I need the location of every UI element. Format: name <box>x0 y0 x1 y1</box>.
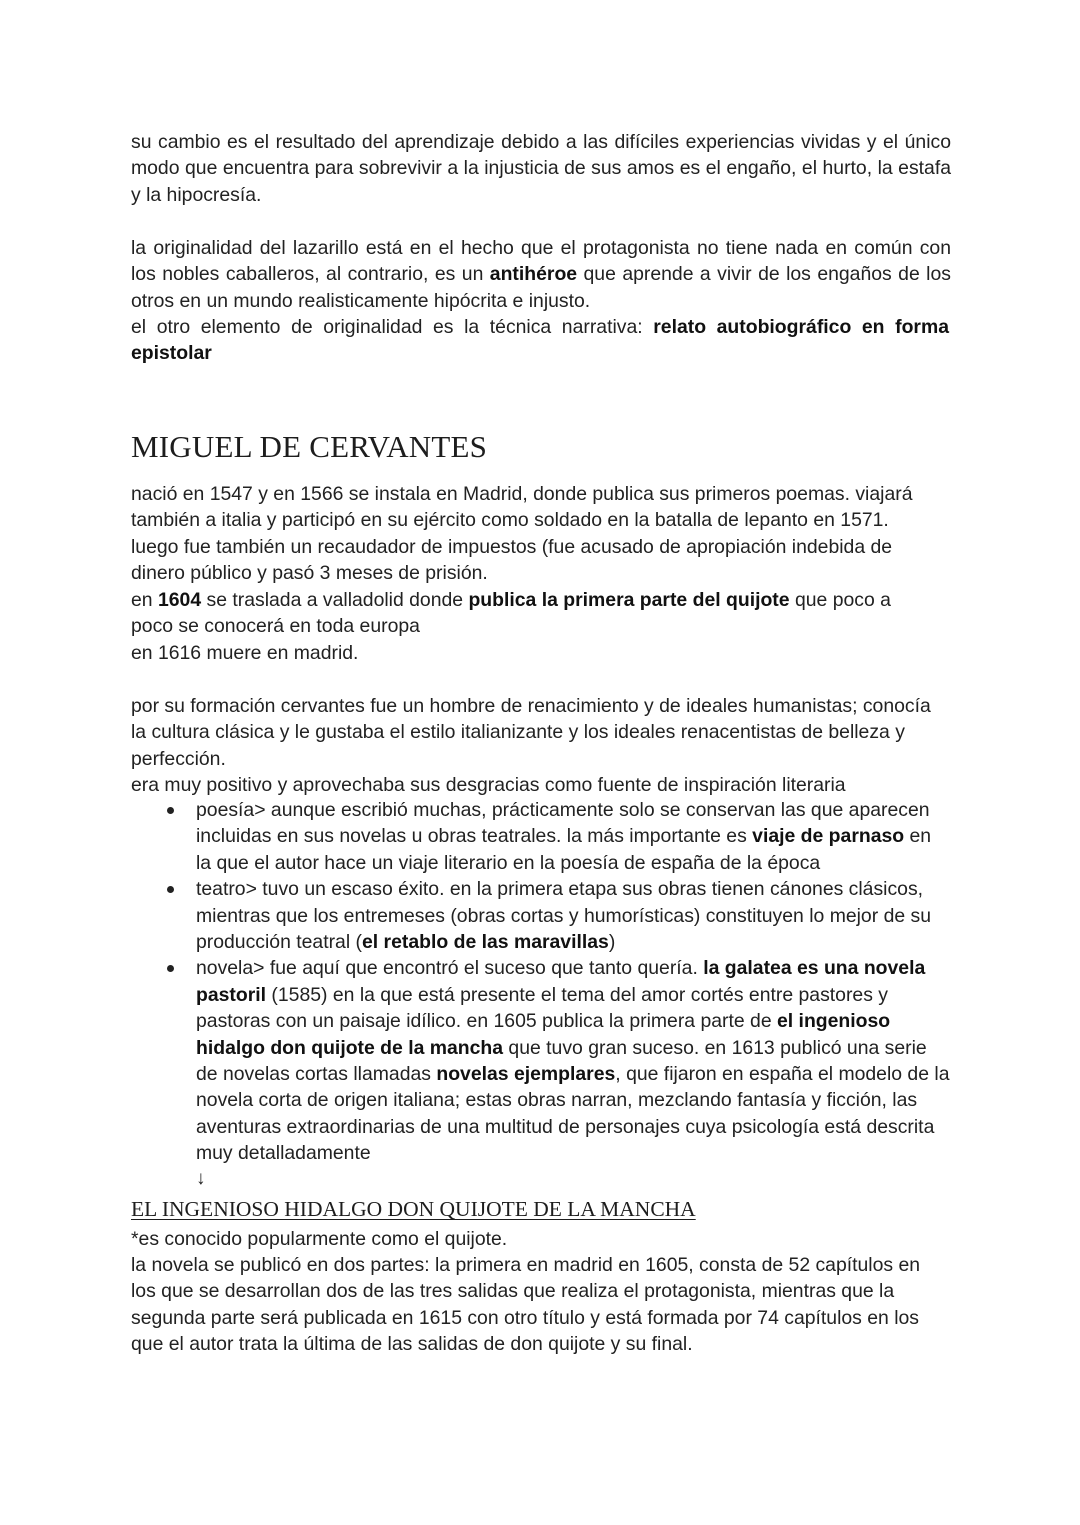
list-item-poesia <box>131 797 951 876</box>
bullet-icon <box>167 807 174 814</box>
formation-text: por su formación cervantes fue un hombre de renacimiento y de ideales humanistas; conocía la cultura clásica y le gustaba el estilo italianizante y los ideales renacentistas de belleza y perfección. <box>131 695 931 770</box>
galatea-bold: la galatea es una novela pastoril <box>196 957 926 1006</box>
bio-paragraph-2 <box>131 534 931 587</box>
bio-paragraph-1 <box>131 481 931 534</box>
quijote-body-text: la novela se publicó en dos partes: la primera en madrid en 1605, consta de 52 capítulos en los que se desarrollan dos de las tres salidas que realiza el protagonista, mientras que la segunda parte será publicada en 1615 con otro título y está formada por 74 capítulos en los que el autor trata la última de las salidas de don quijote y su final. <box>131 1254 921 1356</box>
novela-text-3: que tuvo gran suceso. en 1613 publicó una serie de novelas cortas llamadas <box>196 1036 927 1086</box>
viaje-de-parnaso-bold: viaje de parnaso <box>752 825 905 848</box>
narrative-technique-bold: relato autobiográfico en forma epistolar <box>131 316 949 365</box>
intro-paragraph-2 <box>131 235 951 314</box>
retablo-bold: el retablo de las maravillas <box>362 931 609 954</box>
bio-text-3c: se traslada a valladolid donde <box>201 589 469 611</box>
down-arrow-icon: ↓ <box>196 1168 206 1189</box>
intro-text-3a: el otro elemento de originalidad es la técnica narrativa: <box>131 316 654 338</box>
novela-text-2: (1585) en la que está presente el tema del amor cortés entre pastores y pastoras con un paisaje idílico. en 1605 publica la primera parte de <box>196 983 888 1033</box>
poesia-text-1: poesía> aunque escribió muchas, prácticamente solo se conservan las que aparecen incluidas en sus novelas u obras teatrales. la más importante es <box>196 799 930 848</box>
year-1604-bold: 1604 <box>157 589 202 611</box>
positivity-paragraph <box>131 772 951 798</box>
bullet-icon <box>167 965 174 972</box>
bio-text-2: luego fue también un recaudador de impuestos (fue acusado de apropiación indebida de dinero público y pasó 3 meses de prisión. <box>131 536 893 585</box>
antiheroe-bold: antihéroe <box>489 263 578 286</box>
bio-text-1: nació en 1547 y en 1566 se instala en Madrid, donde publica sus primeros poemas. viajará también a italia y participó en su ejército como soldado en la batalla de lepanto en 1571. <box>131 483 913 532</box>
quijote-paragraph <box>131 1252 946 1358</box>
section-title-cervantes: MIGUEL DE CERVANTES <box>131 429 488 464</box>
quijote-publication-bold: publica la primera parte del quijote <box>468 589 790 611</box>
novelas-ejemplares-bold: novelas ejemplares <box>436 1063 616 1086</box>
quijote-title-bold: el ingenioso hidalgo don quijote de la mancha <box>196 1010 891 1059</box>
positivity-text: era muy positivo y aprovechaba sus desgracias como fuente de inspiración literaria <box>131 774 846 796</box>
quijote-note-text: *es conocido popularmente como el quijote. <box>131 1228 508 1250</box>
formation-paragraph <box>131 693 931 772</box>
novela-text-4: , que fijaron en españa el modelo de la novela corta de origen italiana; estas obras narran, mezclando fantasía y ficción, las aventuras extraordinarias de una multitud de personajes cuya psicología está descrita muy detalladamente <box>196 1063 950 1165</box>
bio-text-3e: que poco a poco se conocerá en toda europa <box>131 589 891 638</box>
bio-paragraph-3 <box>131 587 931 640</box>
list-item-teatro <box>131 876 951 955</box>
intro-text-2a: la originalidad del lazarillo está en el hecho que el protagonista no tiene nada en común con los nobles caballeros, al contrario, es un <box>131 237 951 286</box>
works-list <box>131 797 951 1167</box>
intro-text-2c: que aprende a vivir de los engaños de los otros en un mundo realisticamente hipócrita e injusto. <box>131 263 951 312</box>
teatro-text-1: teatro> tuvo un escaso éxito. en la primera etapa sus obras tienen cánones clásicos, mientras que los entremeses (obras cortas y humorísticas) constituyen lo mejor de su producción teatral ( <box>196 878 931 954</box>
quijote-note <box>131 1226 951 1252</box>
bio-text-3a: en <box>131 589 158 611</box>
intro-paragraph-1 <box>131 129 951 208</box>
novela-text-1: novela> fue aquí que encontró el suceso que tanto quería. <box>196 957 704 980</box>
poesia-text-2: en la que el autor hace un viaje literario en la poesía de españa de la época <box>196 825 932 874</box>
list-item-novela <box>131 955 951 1166</box>
bullet-icon <box>167 886 174 893</box>
teatro-text-2: ) <box>608 931 616 954</box>
bio-text-4: en 1616 muere en madrid. <box>131 642 359 664</box>
intro-paragraph-3 <box>131 314 949 367</box>
section-title-quijote: EL INGENIOSO HIDALGO DON QUIJOTE DE LA MANCHA <box>131 1197 696 1221</box>
bio-paragraph-4 <box>131 640 951 666</box>
intro-text-1: su cambio es el resultado del aprendizaje debido a las difíciles experiencias vividas y el único modo que encuentra para sobrevivir a la injusticia de sus amos es el engaño, el hurto, la estafa y la hipocresía. <box>131 131 951 206</box>
